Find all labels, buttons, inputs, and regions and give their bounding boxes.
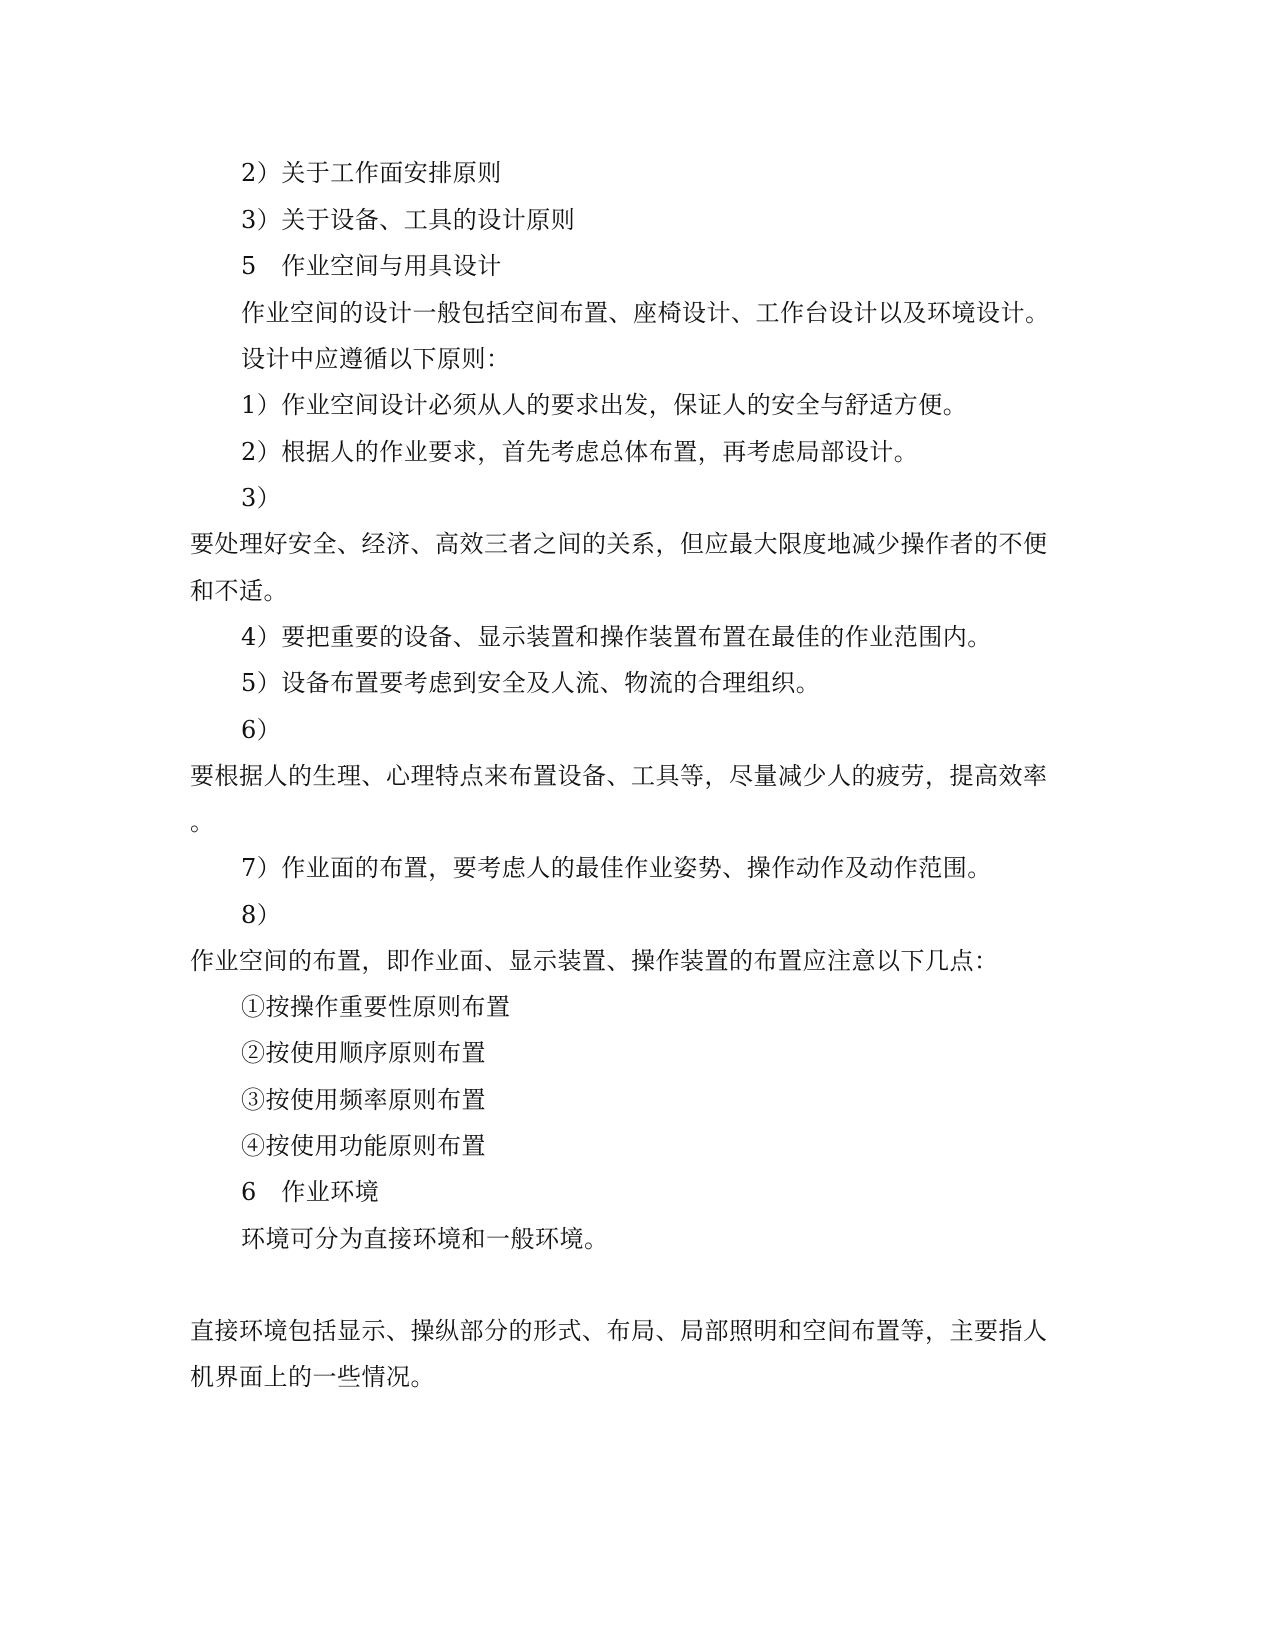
principle-item-2: 2）根据人的作业要求，首先考虑总体布置，再考虑局部设计。 [241, 438, 919, 466]
principle-item-8-number: 8） [241, 901, 282, 929]
principle-item-6-text: 要根据人的生理、心理特点来布置设备、工具等，尽量减少人的疲劳，提高效率 [190, 762, 1048, 790]
layout-point-4: ④按使用功能原则布置 [241, 1132, 486, 1160]
principle-item-6-text-cont: 。 [190, 808, 215, 836]
principle-item-3-number: 3） [241, 484, 282, 512]
paragraph-principles-intro: 设计中应遵循以下原则： [241, 345, 511, 373]
paragraph-environment-types: 环境可分为直接环境和一般环境。 [241, 1225, 609, 1253]
paragraph-direct-environment-cont: 机界面上的一些情况。 [190, 1363, 435, 1391]
principle-item-3-text-cont: 和不适。 [190, 577, 288, 605]
principle-item-5: 5）设备布置要考虑到安全及人流、物流的合理组织。 [241, 669, 821, 697]
item-work-surface-principle: 2）关于工作面安排原则 [241, 159, 502, 187]
layout-point-2: ②按使用顺序原则布置 [241, 1039, 486, 1067]
item-equipment-tool-principle: 3）关于设备、工具的设计原则 [241, 206, 576, 234]
principle-item-8-text: 作业空间的布置，即作业面、显示装置、操作装置的布置应注意以下几点： [190, 947, 999, 975]
principle-item-4: 4）要把重要的设备、显示装置和操作装置布置在最佳的作业范围内。 [241, 623, 992, 651]
paragraph-workspace-design: 作业空间的设计一般包括空间布置、座椅设计、工作台设计以及环境设计。 [241, 299, 1050, 327]
paragraph-direct-environment: 直接环境包括显示、操纵部分的形式、布局、局部照明和空间布置等，主要指人 [190, 1317, 1048, 1345]
principle-item-7: 7）作业面的布置，要考虑人的最佳作业姿势、操作动作及动作范围。 [241, 854, 992, 882]
layout-point-1: ①按操作重要性原则布置 [241, 993, 511, 1021]
layout-point-3: ③按使用频率原则布置 [241, 1086, 486, 1114]
section-heading-workspace: 5 作业空间与用具设计 [241, 252, 502, 280]
principle-item-1: 1）作业空间设计必须从人的要求出发，保证人的安全与舒适方便。 [241, 391, 968, 419]
principle-item-6-number: 6） [241, 716, 282, 744]
section-heading-environment: 6 作业环境 [241, 1178, 380, 1206]
principle-item-3-text: 要处理好安全、经济、高效三者之间的关系，但应最大限度地减少操作者的不便 [190, 530, 1048, 558]
